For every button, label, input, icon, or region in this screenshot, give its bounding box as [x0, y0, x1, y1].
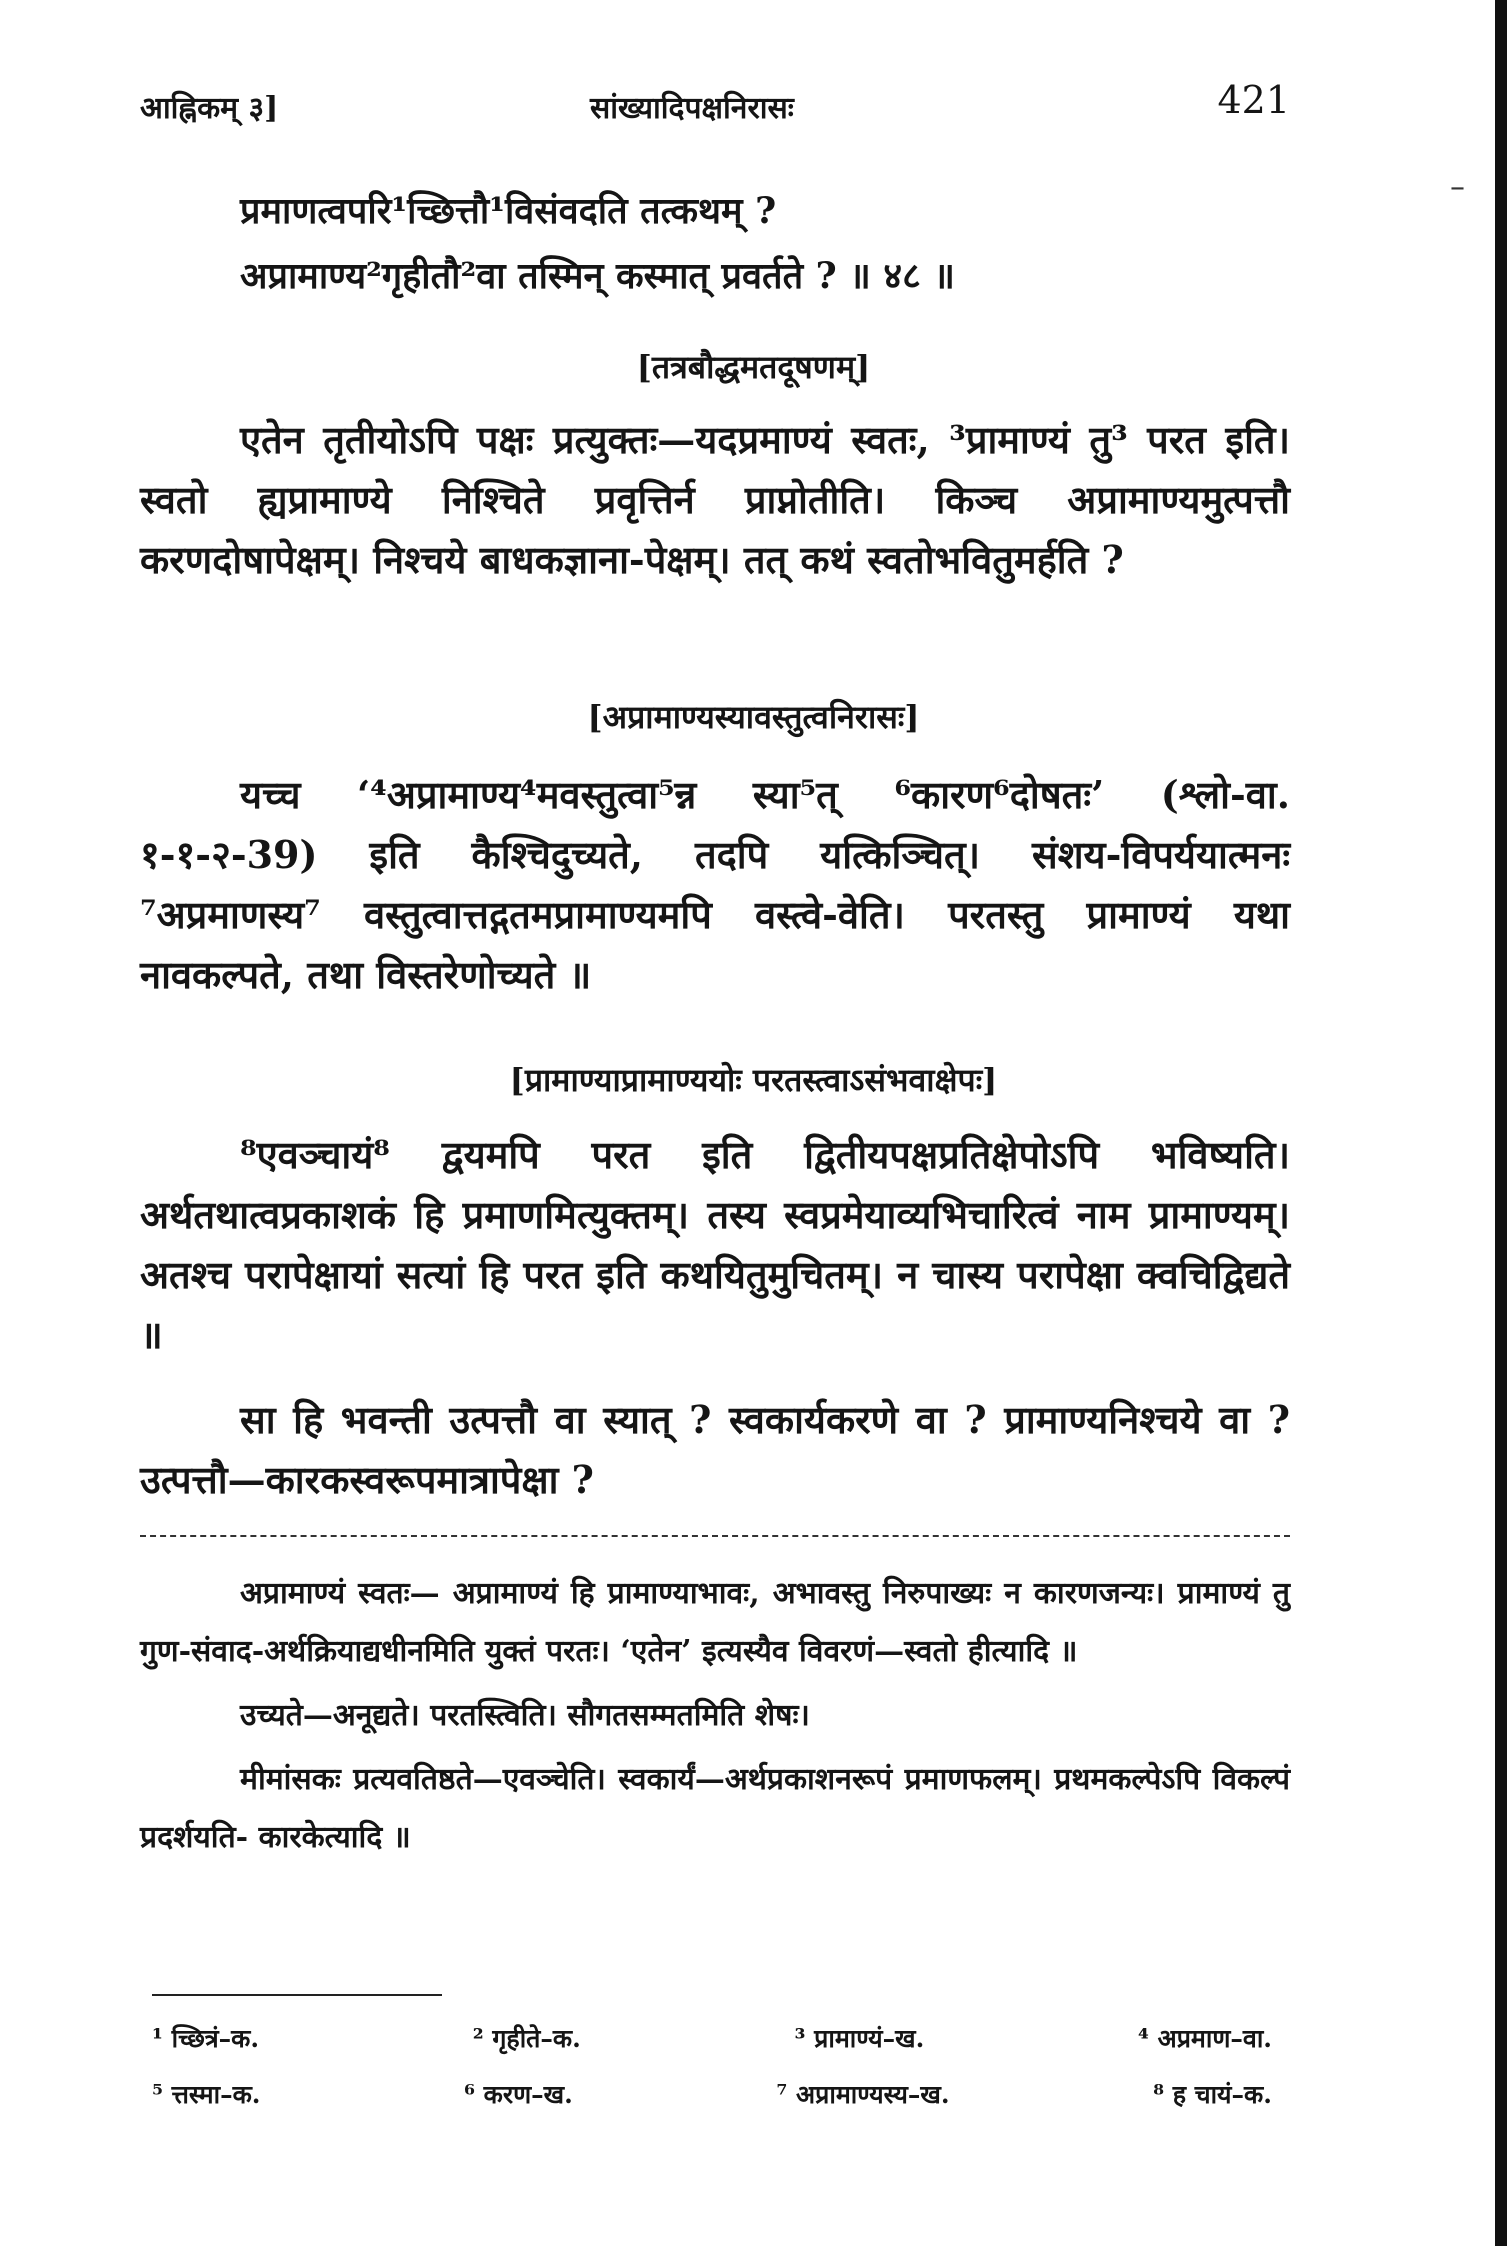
verse-line-1: प्रमाणत्वपरि¹च्छित्तौ¹विसंवदति तत्कथम् ?	[240, 190, 777, 232]
scan-mark: –	[1450, 170, 1465, 205]
footnote: ⁴ अप्रमाण–वा.	[1137, 2024, 1272, 2053]
footnote: ⁵ त्तस्मा–क.	[152, 2080, 261, 2109]
paragraph-text: ⁸एवञ्चायं⁸ द्वयमपि परत इति द्वितीयपक्षप्रतिक्षेपोऽपि भविष्यति। अर्थतथात्वप्रकाशकं हि प्रमाणमित्युक्तम्। तस्य स्वप्रमेयाव्यभिचारित्वं नाम प्रामाण्यम्। अतश्च परापेक्षायां सत्यां हि परत इति कथयितुमुचितम्। न चास्य परापेक्षा क्वचिद्विद्यते ॥	[140, 1132, 1290, 1357]
chapter-label: आह्निकम् ३]	[140, 91, 279, 126]
footnote-row	[152, 2010, 1272, 2066]
verse-line-2: अप्रामाण्य²गृहीतौ²वा तस्मिन् कस्मात् प्रवर्तते ? ॥ ४८ ॥	[240, 255, 955, 297]
section-paragraph-2	[140, 765, 1290, 1005]
footnote: ² गृहीते–क.	[472, 2024, 581, 2053]
paragraph-text: यच्च ‘⁴अप्रामाण्य⁴मवस्तुत्वा⁵न्न स्या⁵त् ⁶कारण⁶दोषतः’ (श्लो-वा. १-१-२-39) इति कैश्चिदुच्यते, तदपि यत्किञ्चित्। संशय-विपर्ययात्मनः ⁷अप्रमाणस्य⁷ वस्तुत्वात्तद्गतमप्रामाण्यमपि वस्त्वे-वेति। परतस्तु प्रामाण्यं यथा नावकल्पते, तथा विस्तरेणोच्यते ॥	[140, 772, 1290, 997]
commentary-paragraph: अप्रामाण्यं स्वतः— अप्रामाण्यं हि प्रामाण्याभावः, अभावस्तु निरुपाख्यः न कारणजन्यः। प्रामाण्यं तु गुण-संवाद-अर्थक्रियाद्यधीनमिति युक्तं परतः। ‘एतेन’ इत्यस्यैव विवरणं—स्वतो हीत्यादि ॥	[140, 1576, 1290, 1669]
running-title: सांख्यादिपक्षनिरासः	[590, 91, 794, 126]
section-heading-1: [तत्रबौद्धमतदूषणम्]	[636, 348, 871, 386]
page-number: 421	[1217, 78, 1290, 122]
footnote-row	[152, 2066, 1272, 2122]
footnote: ³ प्रामाण्यं–ख.	[794, 2024, 925, 2053]
section-paragraph-1	[140, 410, 1290, 590]
footnotes	[152, 2010, 1272, 2122]
section-heading-3: [प्रामाण्याप्रामाण्ययोः परतस्त्वाऽसंभवाक्षेपः]	[509, 1061, 998, 1099]
section-paragraph-3	[140, 1125, 1290, 1365]
commentary-block	[140, 1565, 1290, 1873]
footnote: ⁶ करण–ख.	[464, 2080, 573, 2109]
section-paragraph-4	[140, 1390, 1290, 1510]
paragraph-text: एतेन तृतीयोऽपि पक्षः प्रत्युक्तः—यदप्रमाण्यं स्वतः, ³प्रामाण्यं तु³ परत इति। स्वतो ह्यप्रामाण्ये निश्चिते प्रवृत्तिर्न प्राप्नोतीति। किञ्च अप्रामाण्यमुत्पत्तौ करणदोषापेक्षम्। निश्चये बाधकज्ञाना-पेक्षम्। तत् कथं स्वतोभवितुमर्हति ?	[140, 417, 1290, 582]
footnote-divider	[152, 1994, 442, 1996]
footnote: ⁸ ह चायं–क.	[1153, 2080, 1272, 2109]
commentary-divider	[140, 1535, 1290, 1537]
footnote: ⁷ अप्रामाण्यस्य–ख.	[776, 2080, 950, 2109]
section-heading-2: [अप्रामाण्यस्यावस्तुत्वनिरासः]	[587, 698, 920, 736]
scan-right-edge	[1495, 0, 1507, 2246]
commentary-paragraph: मीमांसकः प्रत्यवतिष्ठते—एवञ्चेति। स्वकार्यं—अर्थप्रकाशनरूपं प्रमाणफलम्। प्रथमकल्पेऽपि विकल्पं प्रदर्शयति- कारकेत्यादि ॥	[140, 1762, 1290, 1855]
commentary-paragraph: उच्यते—अनूद्यते। परतस्त्विति। सौगतसम्मतमिति शेषः।	[240, 1698, 810, 1733]
paragraph-text: सा हि भवन्ती उत्पत्तौ वा स्यात् ? स्वकार्यकरणे वा ? प्रामाण्यनिश्चये वा ? उत्पत्तौ—कारकस्वरूपमात्रापेक्षा ?	[140, 1397, 1290, 1502]
page-header	[140, 78, 1290, 138]
footnote: ¹ च्छित्रं–क.	[152, 2024, 260, 2053]
